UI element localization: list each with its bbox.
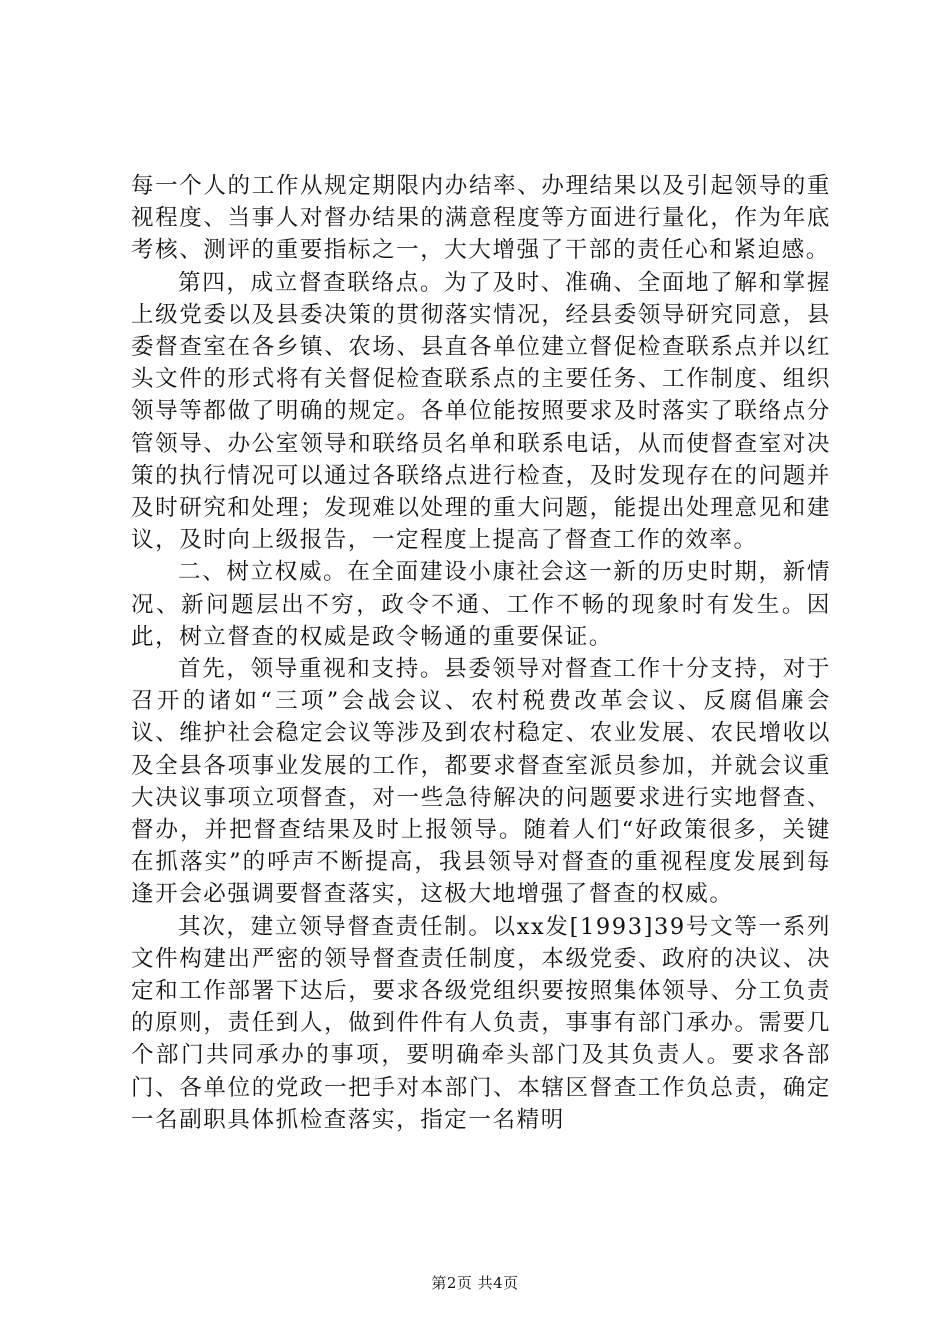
paragraph-5: 其次，建立领导督查责任制。以xx发[1993]39号文等一系列文件构建出严密的领导督查责任制度，本级党委、政府的决议、决定和工作部署下达后，要求各级党组织要按照集体领导、分工负责的原则，责任到人，做到件件有人负责，事事有部门承办。需要几个部门共同承办的事项，要明确牵头部门及其负责人。要求各部门、各单位的党政一把手对本部门、本辖区督查工作负总责，确定一名副职具体抓检查落实，指定一名精明 xyxy=(131,913,831,1133)
paragraph-1: 每一个人的工作从规定期限内办结率、办理结果以及引起领导的重视程度、当事人对督办结果的满意程度等方面进行量化，作为年底考核、测评的重要指标之一，大大增强了干部的责任心和紧迫感。 xyxy=(131,173,831,264)
paragraph-3: 二、树立权威。在全面建设小康社会这一新的历史时期，新情况、新问题层出不穷，政令不通、工作不畅的现象时有发生。因此，树立督查的权威是政令畅通的重要保证。 xyxy=(131,559,831,650)
paragraph-2: 第四，成立督查联络点。为了及时、准确、全面地了解和掌握上级党委以及县委决策的贯彻落实情况，经县委领导研究同意，县委督查室在各乡镇、农场、县直各单位建立督促检查联系点并以红头文件的形式将有关督促检查联系点的主要任务、工作制度、组织领导等都做了明确的规定。各单位能按照要求及时落实了联络点分管领导、办公室领导和联络员名单和联系电话，从而使督查室对决策的执行情况可以通过各联络点进行检查，及时发现存在的问题并及时研究和处理；发现难以处理的重大问题，能提出处理意见和建议，及时向上级报告，一定程度上提高了督查工作的效率。 xyxy=(131,269,831,554)
paragraph-4: 首先，领导重视和支持。县委领导对督查工作十分支持，对于召开的诸如“三项”会战会议、农村税费改革会议、反腐倡廉会议、维护社会稳定会议等涉及到农村稳定、农业发展、农民增收以及全县各项事业发展的工作，都要求督查室派员参加，并就会议重大决议事项立项督查，对一些急待解决的问题要求进行实地督查、督办，并把督查结果及时上报领导。随着人们“好政策很多，关键在抓落实”的呼声不断提高，我县领导对督查的重视程度发展到每逢开会必强调要督查落实，这极大地增强了督查的权威。 xyxy=(131,656,831,908)
page-number-footer: 第2页 共4页 xyxy=(431,1274,519,1292)
document-body xyxy=(131,170,831,1136)
